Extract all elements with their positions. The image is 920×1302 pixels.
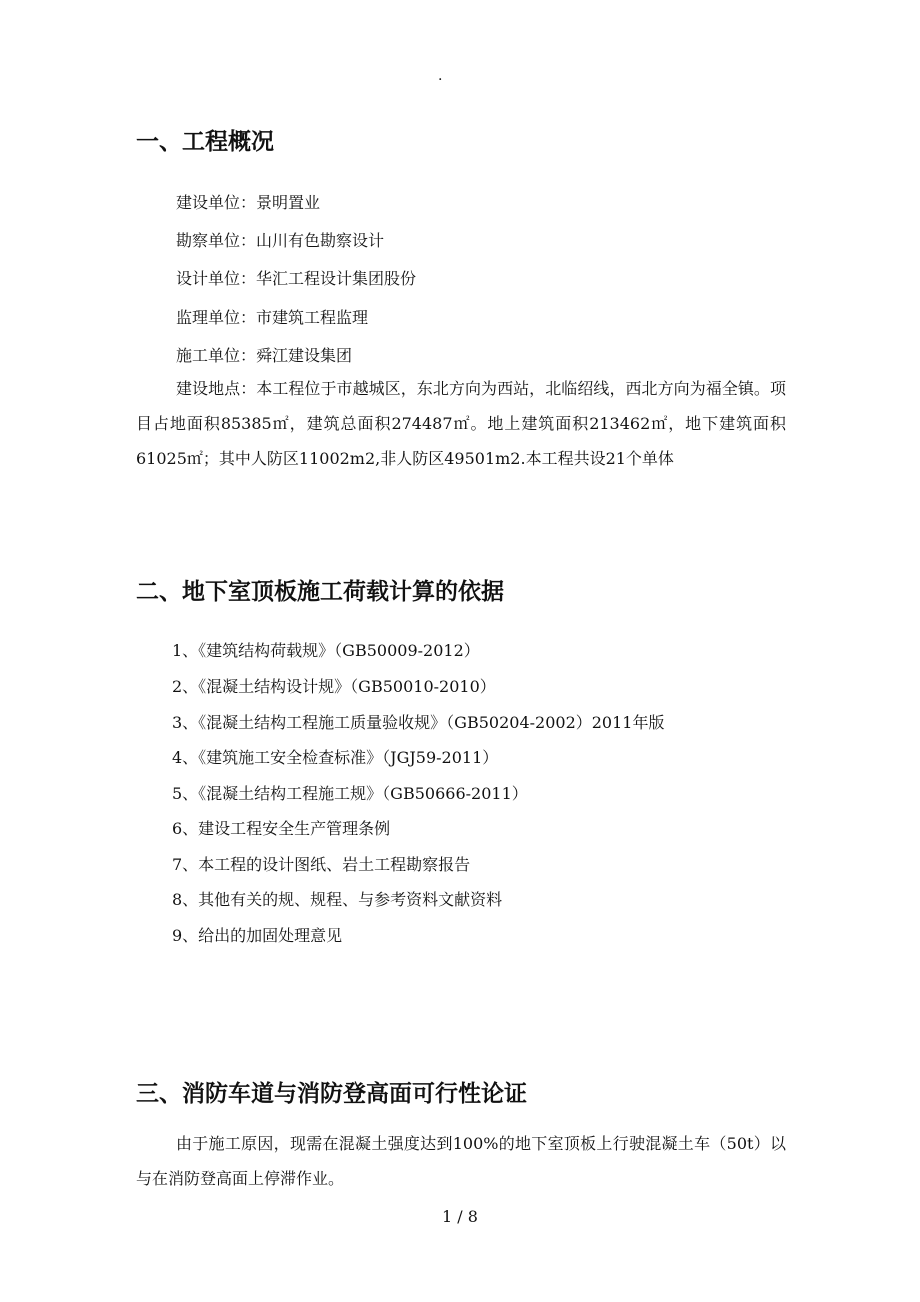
reference-item: 9、给出的加固处理意见 — [172, 926, 343, 945]
reference-item: 1、《建筑结构荷载规》（GB50009-2012） — [172, 641, 480, 660]
reference-item: 8、其他有关的规、规程、与参考资料文献资料 — [172, 890, 503, 909]
info-line-contractor-unit: 施工单位：舜江建设集团 — [176, 346, 353, 365]
info-line-design-unit: 设计单位：华汇工程设计集团股份 — [176, 269, 417, 288]
reference-item: 4、《建筑施工安全检查标准》（JGJ59-2011） — [172, 748, 499, 767]
section-title-fire-lane-feasibility: 三、消防车道与消防登高面可行性论证 — [136, 1081, 527, 1107]
info-line-supervision-unit: 监理单位：市建筑工程监理 — [176, 308, 369, 327]
reference-item: 2、《混凝土结构设计规》（GB50010-2010） — [172, 677, 496, 696]
section-title-project-overview: 一、工程概况 — [136, 129, 274, 155]
info-line-survey-unit: 勘察单位：山川有色勘察设计 — [176, 231, 385, 250]
section-title-load-calculation-basis: 二、地下室顶板施工荷载计算的依据 — [136, 579, 504, 605]
fire-lane-paragraph: 由于施工原因，现需在混凝土强度达到100%的地下室顶板上行驶混凝土车（50t）以与在消防登高面上停滞作业。 — [136, 1134, 786, 1188]
info-line-construction-unit: 建设单位：景明置业 — [176, 193, 321, 212]
page-number: 1 / 8 — [442, 1207, 478, 1226]
reference-item: 6、建设工程安全生产管理条例 — [172, 819, 391, 838]
reference-item: 7、本工程的设计图纸、岩土工程勘察报告 — [172, 855, 471, 874]
reference-item: 3、《混凝土结构工程施工质量验收规》（GB50204-2002）2011年版 — [172, 713, 665, 732]
header-mark: . — [438, 68, 443, 84]
project-location-paragraph: 建设地点：本工程位于市越城区，东北方向为西站，北临绍线，西北方向为福全镇。项目占地面积85385㎡，建筑总面积274487㎡。地上建筑面积213462㎡，地下建筑面积61025㎡；其中人防区11002m2,非人防区49501m2.本工程共设21个单体 — [136, 379, 786, 468]
reference-item: 5、《混凝土结构工程施工规》（GB50666-2011） — [172, 784, 528, 803]
